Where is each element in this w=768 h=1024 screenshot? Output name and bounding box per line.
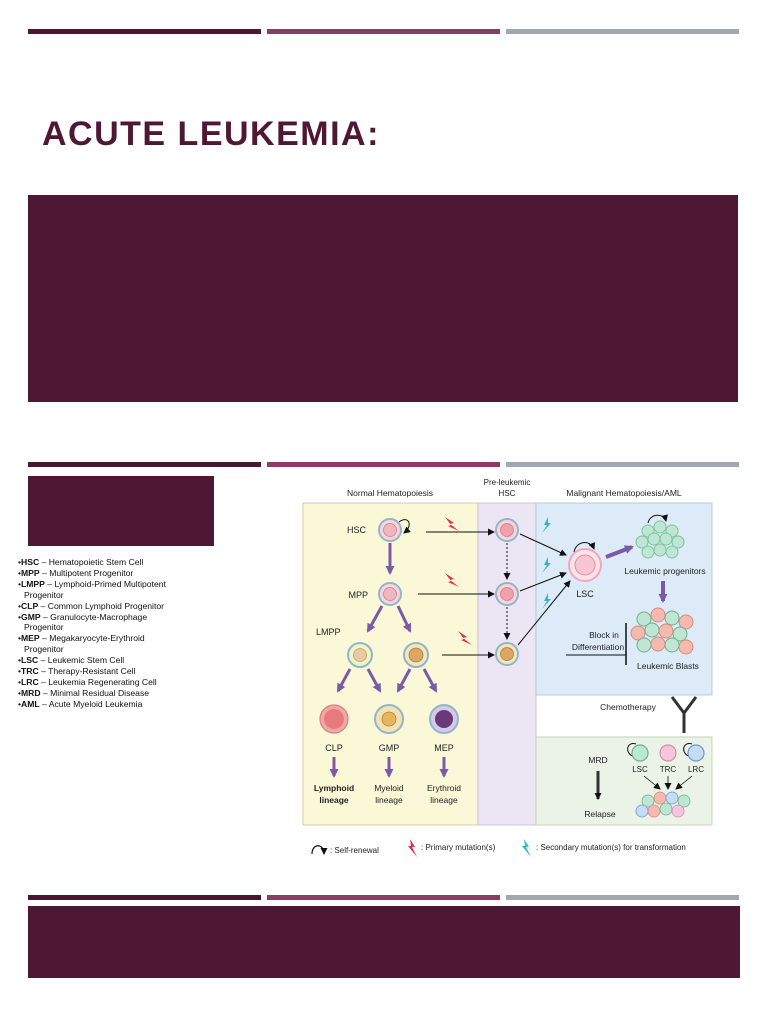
normal-header: Normal Hematopoiesis <box>347 488 433 498</box>
lsc-label: LSC <box>576 589 594 599</box>
list-item: •LSC – Leukemic Stem Cell <box>18 655 125 666</box>
block-label-line1: Block in <box>589 630 619 640</box>
clp-nucleus <box>324 709 344 729</box>
list-item: •MPP – Multipotent Progenitor <box>18 567 134 578</box>
slide3-accent-bar-1 <box>28 895 261 900</box>
gmp-nucleus <box>382 712 396 726</box>
legend-primary-mutation-icon <box>408 839 417 857</box>
list-item-continuation: Progenitor <box>24 644 64 655</box>
list-item: •LMPP – Lymphoid-Primed Multipotent <box>18 578 166 589</box>
preleukemic-header-line2: HSC <box>498 489 516 498</box>
hematopoiesis-diagram <box>298 473 740 865</box>
lymphoid-lineage-label-2: lineage <box>319 795 349 805</box>
hsc-nucleus <box>384 524 397 537</box>
slide2-accent-bar-2 <box>267 462 500 467</box>
legend-secondary-mutation: : Secondary mutation(s) for transformation <box>536 843 686 852</box>
malignant-header: Malignant Hematopoiesis/AML <box>566 488 682 498</box>
relapse-label: Relapse <box>584 809 616 819</box>
preleukemic-mpp-nucleus <box>501 588 514 601</box>
legend-self-renewal-icon <box>312 846 324 854</box>
erythroid-lineage-label-2: lineage <box>430 795 458 805</box>
slide2-heading-block <box>28 476 214 546</box>
legend-self-renewal: : Self-renewal <box>330 846 379 855</box>
myeloid-lineage-label-1: Myeloid <box>374 783 404 793</box>
myeloid-lineage-label-2: lineage <box>375 795 403 805</box>
list-item: •AML – Acute Myeloid Leukemia <box>18 698 143 709</box>
lmpp-nucleus <box>354 649 367 662</box>
mep-label: MEP <box>434 743 454 753</box>
lsc-nucleus <box>575 555 595 575</box>
mrd-label: MRD <box>588 755 608 765</box>
slide-title: ACUTE LEUKEMIA: <box>42 115 380 153</box>
trc-cell <box>660 745 676 761</box>
block-label-line2: Differentiation <box>571 642 625 652</box>
slide3-content-block <box>28 906 740 978</box>
legend-secondary-mutation-icon <box>522 839 531 857</box>
list-item-continuation: Progenitor <box>24 622 64 633</box>
abbreviation-list <box>18 557 166 710</box>
chemotherapy-fork <box>672 697 696 733</box>
leukemic-progenitors-label: Leukemic progenitors <box>624 566 706 576</box>
chemotherapy-label: Chemotherapy <box>600 702 656 712</box>
mpp-nucleus <box>384 588 397 601</box>
list-item: •CLP – Common Lymphoid Progenitor <box>18 600 164 611</box>
slide2-accent-bar-1 <box>28 462 261 467</box>
leukemic-blasts-cluster <box>631 608 693 654</box>
preleukemic-progenitor-nucleus <box>501 648 514 661</box>
top-accent-bar-3 <box>506 29 739 34</box>
list-item: •MEP – Megakaryocyte-Erythroid <box>18 633 145 644</box>
preleukemic-hsc-nucleus <box>501 524 514 537</box>
list-item: •HSC – Hematopoietic Stem Cell <box>18 557 144 567</box>
list-item: •TRC – Therapy-Resistant Cell <box>18 666 136 677</box>
gmp-label: GMP <box>378 743 400 753</box>
list-item: •GMP – Granulocyte-Macrophage <box>18 611 148 622</box>
mpp-label: MPP <box>348 590 368 600</box>
cmp-nucleus <box>409 648 423 662</box>
lmpp-label: LMPP <box>316 627 341 637</box>
lrc-label: LRC <box>687 765 705 774</box>
lrc-cell <box>688 745 704 761</box>
slide3-accent-bar-2 <box>267 895 500 900</box>
lymphoid-lineage-label-1: Lymphoid <box>313 783 355 793</box>
list-item: •MRD – Minimal Residual Disease <box>18 687 150 698</box>
slide1-content-block <box>28 195 738 402</box>
list-item: •LRC – Leukemia Regenerating Cell <box>18 676 157 687</box>
top-accent-bar-2 <box>267 29 500 34</box>
list-item-continuation: Progenitor <box>24 589 64 600</box>
leukemic-blasts-label: Leukemic Blasts <box>637 661 699 671</box>
lsc-relapse-label: LSC <box>632 765 648 774</box>
trc-label: TRC <box>659 765 677 774</box>
slide2-accent-bar-3 <box>506 462 739 467</box>
erythroid-lineage-label-1: Erythroid <box>426 783 462 793</box>
clp-label: CLP <box>325 743 343 753</box>
hsc-label: HSC <box>346 525 366 535</box>
mep-nucleus <box>435 710 453 728</box>
lsc-small-cell <box>632 745 648 761</box>
top-accent-bar-1 <box>28 29 261 34</box>
preleukemic-header-line1: Pre-leukemic <box>483 478 531 487</box>
slide3-accent-bar-3 <box>506 895 739 900</box>
legend-primary-mutation: : Primary mutation(s) <box>421 843 496 852</box>
